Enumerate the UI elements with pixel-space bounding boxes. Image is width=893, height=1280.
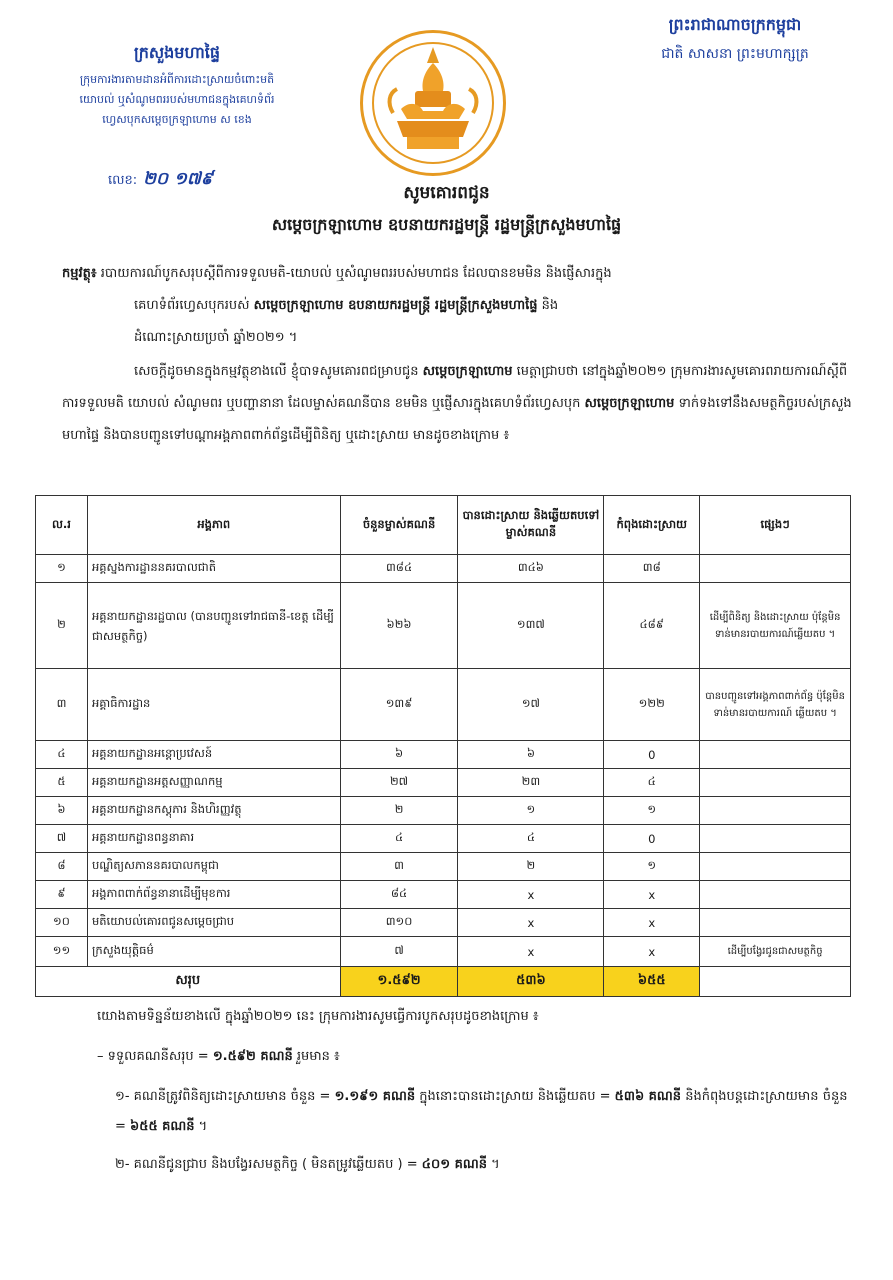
cell-count: ៤	[340, 825, 458, 853]
table-row	[36, 825, 851, 853]
cell-pending: x	[604, 881, 700, 909]
item1-text-3: និងកំពុងបន្តដោះស្រាយមាន ចំនួន =	[115, 1089, 848, 1134]
total-count: ១.៥៩២	[340, 967, 458, 997]
kingdom-motto: ជាតិ សាសនា ព្រះមហាក្សត្រ	[661, 46, 809, 62]
header-unit: អង្គភាព	[87, 496, 340, 555]
table-row	[36, 797, 851, 825]
recipient-title: សម្តេចក្រឡាហោម ឧបនាយករដ្ឋមន្ត្រី រដ្ឋមន្ត្រីក្រសួងមហាផ្ទៃ	[271, 215, 622, 234]
cell-unit: អង្គភាពពាក់ព័ន្ធនានាដើម្បីមុខការ	[87, 881, 340, 909]
item2-number: ២-	[115, 1157, 130, 1172]
table-row	[36, 669, 851, 741]
cell-no: ៤	[36, 741, 88, 769]
cell-unit: បណ្ឌិត្យសភាននគរបាលកម្ពុជា	[87, 853, 340, 881]
cell-no: ៣	[36, 669, 88, 741]
item2-text-1: គណនីជូនជ្រាប និងបង្វែរសមត្ថកិច្ច ( មិនតម្រូវឆ្លើយតប ) =	[129, 1157, 422, 1172]
cell-count: ៣៨៤	[340, 555, 458, 583]
cell-count: ៣១០	[340, 909, 458, 937]
cell-solved: ១៣៧	[458, 583, 604, 669]
cell-no: ១០	[36, 909, 88, 937]
subject-text-1: របាយការណ៍បូកសរុបស្តីពីការទទួលមតិ-យោបល់ ឬសំណូមពររបស់មហាជន ដែលបានខមមិន និងផ្ញើសារក្នុង	[96, 266, 612, 281]
cell-no: ៥	[36, 769, 88, 797]
cell-note	[700, 881, 851, 909]
header-pending: កំពុងដោះស្រាយ	[604, 496, 700, 555]
cell-note	[700, 555, 851, 583]
item2-value-1: ៤០១ គណនី	[421, 1157, 487, 1172]
ministry-seal-emblem	[360, 30, 506, 176]
cell-unit: អគ្គនាយកដ្ឋានអន្តោប្រវេសន៍	[87, 741, 340, 769]
cell-count: ៧	[340, 937, 458, 967]
cell-note	[700, 769, 851, 797]
bullet-dash: –	[97, 1049, 104, 1064]
total-note	[700, 967, 851, 997]
cell-solved: ១៧	[458, 669, 604, 741]
table-row	[36, 909, 851, 937]
cell-count: ១៣៩	[340, 669, 458, 741]
cell-count: ២៧	[340, 769, 458, 797]
bullet-value: ១.៥៩២ គណនី	[212, 1049, 293, 1064]
cell-pending: ១២២	[604, 669, 700, 741]
cell-count: ៦	[340, 741, 458, 769]
total-pending: ៦៥៥	[604, 967, 700, 997]
cell-note: បានបញ្ជូនទៅអង្គភាពពាក់ព័ន្ធ ប៉ុន្តែមិនទាន់មានរបាយការណ៍ ឆ្លើយតប ។	[700, 669, 851, 741]
cell-unit: ក្រសួងយុត្តិធម៌	[87, 937, 340, 967]
item2-text-2: ។	[486, 1157, 500, 1172]
header-solved: បានដោះស្រាយ និងឆ្លើយតបទៅម្ចាស់គណនី	[458, 496, 604, 555]
kingdom-block	[605, 14, 865, 65]
cell-note: ដើម្បីបង្វែរជូនជាសមត្ថកិច្ច	[700, 937, 851, 967]
item1-number: ១-	[115, 1089, 130, 1104]
total-solved: ៥៣៦	[458, 967, 604, 997]
intro-part-2: មេត្តាជ្រាបថា នៅក្នុងឆ្នាំ២០២១ ក្រុមការងារសូមគោរពរាយការណ៍ស្តីពីការទទួលមតិ យោបល់ សំណូមពរ ឬបញ្ហានានា ដែលម្ចាស់គណនីបាន ខមមិន ឬផ្ញើសារក្នុងគេហទំព័រហ្វេសបុក	[62, 364, 848, 411]
cell-no: ៦	[36, 797, 88, 825]
subject-paragraph	[62, 258, 852, 354]
cell-note	[700, 909, 851, 937]
issuer-line-3: ហ្វេសបុកសម្តេចក្រឡាហោម ស ខេង	[102, 113, 252, 126]
intro-bold-2: សម្តេចក្រឡាហោម	[584, 396, 675, 411]
cell-note	[700, 853, 851, 881]
table-total-row	[36, 967, 851, 997]
cell-count: ២	[340, 797, 458, 825]
cell-note	[700, 741, 851, 769]
subject-text-2a: គេហទំព័រហ្វេសបុករបស់	[134, 298, 254, 313]
table-row	[36, 853, 851, 881]
item1-text-2: ក្នុងនោះបានដោះស្រាយ និងឆ្លើយតប =	[415, 1089, 615, 1104]
header-count: ចំនួនម្ចាស់គណនី	[340, 496, 458, 555]
cell-solved: ១	[458, 797, 604, 825]
seal-icon	[363, 33, 503, 173]
cell-unit: អគ្គនាយកដ្ឋានអត្តសញ្ញាណកម្ម	[87, 769, 340, 797]
cell-solved: ២	[458, 853, 604, 881]
cell-note	[700, 825, 851, 853]
cell-no: ១១	[36, 937, 88, 967]
total-label: សរុប	[36, 967, 341, 997]
intro-paragraph	[62, 356, 852, 452]
cell-note: ដើម្បីពិនិត្យ និងដោះស្រាយ ប៉ុន្តែមិនទាន់មានរបាយការណ៍ឆ្លើយតប ។	[700, 583, 851, 669]
cell-solved: x	[458, 937, 604, 967]
cell-solved: ៤	[458, 825, 604, 853]
issuer-line-2: យោបល់ ឬសំណូមពររបស់មហាជនក្នុងគេហទំព័រ	[79, 93, 275, 106]
reference-value: ២០ ១៧៩	[143, 169, 213, 189]
subject-text-2b: សម្តេចក្រឡាហោម ឧបនាយករដ្ឋមន្ត្រី រដ្ឋមន្ត្រីក្រសួងមហាផ្ទៃ	[253, 298, 538, 313]
bullet-text: ទទួលគណនីសរុប =	[107, 1049, 213, 1064]
cell-count: ៦២៦	[340, 583, 458, 669]
cell-pending: ១	[604, 797, 700, 825]
cell-unit: អគ្គនាយកដ្ឋានកស្តុភារ និងហិរញ្ញវត្ថុ	[87, 797, 340, 825]
cell-unit: មតិយោបល់គោរពជូនសម្តេចជ្រាប	[87, 909, 340, 937]
cell-pending: x	[604, 937, 700, 967]
item1-text-4: ។	[194, 1119, 208, 1134]
summary-item-1	[115, 1082, 860, 1142]
cell-pending: ៤៨៩	[604, 583, 700, 669]
issuer-line-1: ក្រុមការងារតាមដានអំពីការដោះស្រាយចំពោះមតិ	[79, 73, 275, 86]
cell-solved: ៣៤៦	[458, 555, 604, 583]
item1-text-1: គណនីត្រូវពិនិត្យដោះស្រាយមាន ចំនួន =	[129, 1089, 335, 1104]
table-row	[36, 741, 851, 769]
subject-text-3: ដំណោះស្រាយប្រចាំ ឆ្នាំ២០២១ ។	[134, 330, 298, 345]
subject-text-2c: និង	[537, 298, 559, 313]
cell-no: ៨	[36, 853, 88, 881]
cell-unit: អគ្គនាយកដ្ឋានពន្ធនាគារ	[87, 825, 340, 853]
summary-item-2	[115, 1150, 860, 1180]
table-row	[36, 937, 851, 967]
cell-no: ៧	[36, 825, 88, 853]
cell-solved: x	[458, 909, 604, 937]
intro-part-3: ទាក់ទងទៅនឹងសមត្ថកិច្ចរបស់ក្រសួងមហាផ្ទៃ និងបានបញ្ជូនទៅបណ្តាអង្គភាពពាក់ព័ន្ធដើម្បីពិនិត្យ ឬដោះស្រាយ មានដូចខាងក្រោម ៖	[62, 396, 852, 443]
cell-pending: ១	[604, 853, 700, 881]
item1-value-2: ៥៣៦ គណនី	[614, 1089, 682, 1104]
intro-part-1: សេចក្តីដូចមានក្នុងកម្មវត្ថុខាងលើ ខ្ញុំបាទសូមគោរពជម្រាបជូន	[134, 364, 423, 379]
table-row	[36, 769, 851, 797]
summary-intro: យោងតាមទិន្នន័យខាងលើ ក្នុងឆ្នាំ២០២១ នេះ ក្រុមការងារសូមធ្វើការបូកសរុបដូចខាងក្រោម ៖	[97, 1009, 539, 1024]
salutation: សូមគោរពជូន	[403, 183, 490, 203]
table-row	[36, 583, 851, 669]
ministry-name: ក្រសួងមហាផ្ទៃ	[133, 43, 220, 62]
table-header-row	[36, 496, 851, 555]
bullet-tail: រួមមាន ៖	[292, 1049, 340, 1064]
cell-pending: 0	[604, 825, 700, 853]
cell-unit: អគ្គនាយកដ្ឋានរដ្ឋបាល (បានបញ្ជូនទៅរាជធានី-ខេត្ត ដើម្បីជាសមត្ថកិច្ច)	[87, 583, 340, 669]
kingdom-title: ព្រះរាជាណាចក្រកម្ពុជា	[668, 15, 802, 34]
header-no: ល.រ	[36, 496, 88, 555]
issuer-block	[52, 42, 302, 130]
cell-solved: ៦	[458, 741, 604, 769]
reference-label: លេខ:	[108, 173, 138, 188]
cell-solved: ២៣	[458, 769, 604, 797]
statistics-table	[35, 495, 851, 997]
cell-note	[700, 797, 851, 825]
cell-pending: ៣៨	[604, 555, 700, 583]
intro-bold-1: សម្តេចក្រឡាហោម	[422, 364, 513, 379]
cell-pending: 0	[604, 741, 700, 769]
table-row	[36, 555, 851, 583]
cell-pending: ៤	[604, 769, 700, 797]
cell-unit: អគ្គាធិការដ្ឋាន	[87, 669, 340, 741]
cell-solved: x	[458, 881, 604, 909]
cell-pending: x	[604, 909, 700, 937]
table-row	[36, 881, 851, 909]
cell-unit: អគ្គស្នងការដ្ឋាននគរបាលជាតិ	[87, 555, 340, 583]
item1-value-1: ១.១៩១ គណនី	[334, 1089, 416, 1104]
subject-label: កម្មវត្ថុ៖	[62, 266, 97, 281]
cell-no: ១	[36, 555, 88, 583]
cell-count: ៣	[340, 853, 458, 881]
cell-no: ២	[36, 583, 88, 669]
summary-total-line	[97, 1042, 340, 1072]
header-note: ផ្សេងៗ	[700, 496, 851, 555]
cell-no: ៩	[36, 881, 88, 909]
cell-count: ៨៤	[340, 881, 458, 909]
item1-value-3: ៦៥៥ គណនី	[130, 1119, 195, 1134]
